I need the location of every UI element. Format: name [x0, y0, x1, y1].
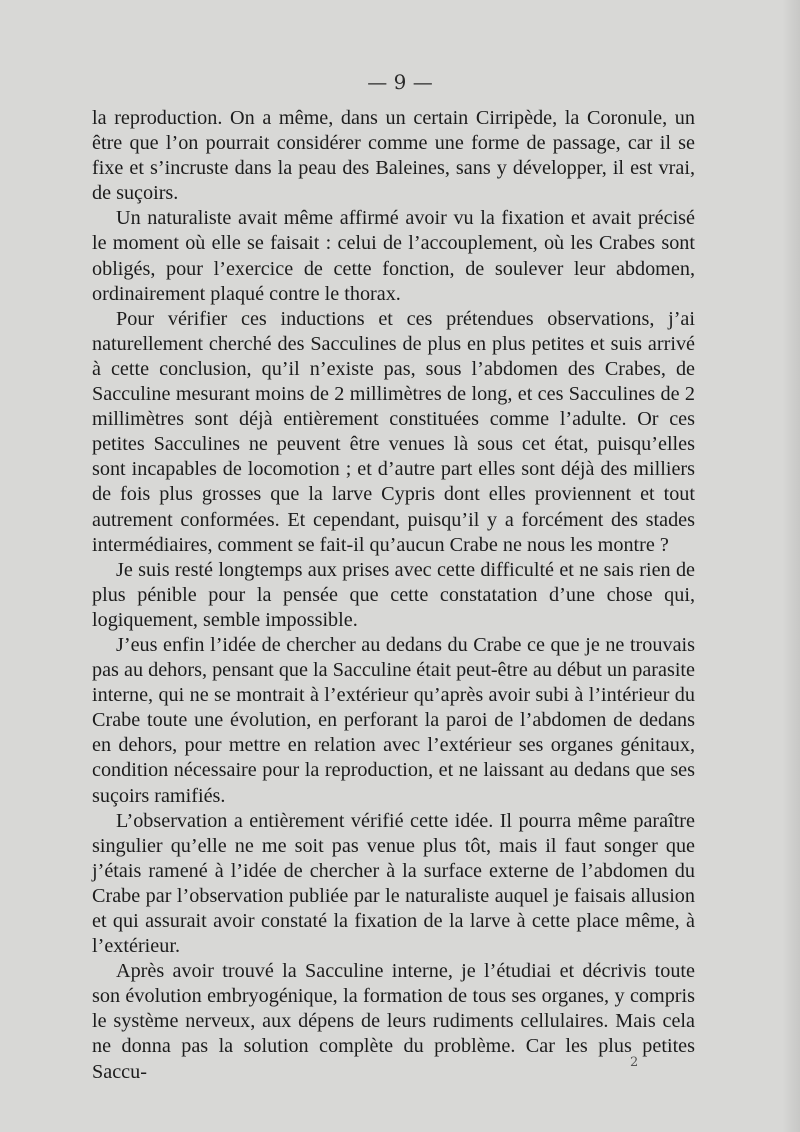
paragraph-3: Pour vérifier ces inductions et ces prétendues observations, j’ai naturellement cherché des Sacculines de plus en plus petites et suis arrivé à cette conclusion, qu’il n’existe pas, sous l’abdomen des Crabes, de Sacculine mesurant moins de 2 millimètres de long, et ces Sacculines de 2 millimètres sont déjà entièrement constituées comme l’adulte. Or ces petites Sacculines ne peuvent être venues là sous cet état, puisqu’elles sont incapables de locomotion ; et d’autre part elles sont déjà des milliers de fois plus grosses que la larve Cypris dont elles proviennent et tout autrement conformées. Et cependant, puisqu’il y a forcément des stades intermédiaires, comment se fait-il qu’aucun Crabe ne nous les montre ?	[92, 307, 695, 556]
paragraph-2: Un naturaliste avait même affirmé avoir vu la fixation et avait précisé le moment où elle se faisait : celui de l’accouplement, où les Crabes sont obligés, pour l’exercice de cette fonction, de soulever leur abdomen, ordinairement plaqué contre le thorax.	[92, 207, 695, 305]
paragraph-6: L’observation a entièrement vérifié cette idée. Il pourra même paraître singulier qu’elle ne me soit pas venue plus tôt, mais il faut songer que j’étais ramené à l’idée de chercher à la surface externe de l’abdomen du Crabe par l’observation publiée par le naturaliste auquel je faisais allusion et qui assurait avoir constaté la fixation de la larve à cette place même, à l’extérieur.	[92, 809, 695, 958]
paragraph-1: la reproduction. On a même, dans un certain Cirripède, la Coronule, un être que l’on pourrait considérer comme une forme de passage, car il se fixe et s’incruste dans la peau des Baleines, sans y développer, il est vrai, de suçoirs.	[92, 107, 695, 205]
paragraph-7: Après avoir trouvé la Sacculine interne, je l’étudiai et décrivis toute son évolution embryogénique, la formation de tous ses organes, y compris le système nerveux, aux dépens de leurs rudiments cellulaires. Mais cela ne donna pas la solution complète du problème. Car les plus petites Saccu-	[92, 960, 695, 1083]
page-number: — 9 —	[367, 70, 433, 94]
signature-mark: 2	[630, 1055, 639, 1070]
body-text	[92, 106, 695, 1085]
scan-edge-shadow	[782, 0, 800, 1132]
paragraph-5: J’eus enfin l’idée de chercher au dedans du Crabe ce que je ne trouvais pas au dehors, pensant que la Sacculine était peut-être au début un parasite interne, qui ne se montrait à l’extérieur qu’après avoir subi à l’intérieur du Crabe toute une évolution, en perforant la paroi de l’abdomen de dedans en dehors, pour mettre en relation avec l’extérieur ses organes génitaux, condition nécessaire pour la reproduction, et ne laissant au dedans que ses suçoirs ramifiés.	[92, 633, 695, 807]
paragraph-4: Je suis resté longtemps aux prises avec cette difficulté et ne sais rien de plus pénible pour la pensée que cette constatation d’une chose qui, logiquement, semble impossible.	[92, 558, 695, 631]
